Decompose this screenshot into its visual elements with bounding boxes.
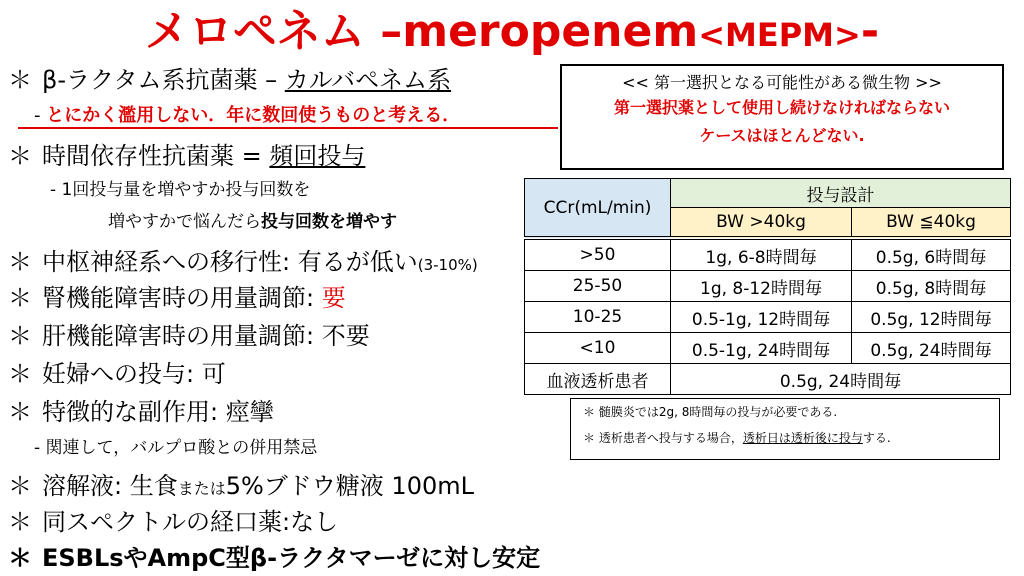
bullet-class — [8, 64, 451, 96]
bullet-small: または — [177, 479, 226, 498]
bullet-mark: ＊ — [8, 66, 32, 94]
dialysis-label: 血液透析患者 — [525, 364, 671, 395]
bullet-mark: ＊ — [8, 142, 32, 170]
bullet-pregnancy — [8, 358, 226, 390]
sub-bold-text: 投与回数を増やす — [261, 212, 397, 232]
sub-text: 増やすかで悩んだら — [108, 212, 261, 232]
bullet-mark: ＊ — [8, 248, 32, 276]
note-meningitis: ＊ 髄膜炎では2g, 8時間毎の投与が必要である. — [583, 405, 838, 419]
title-abbr: <MEPM> — [698, 16, 861, 54]
bullet-side-effect — [8, 396, 274, 428]
bullet-text: 特徴的な副作用: 痙攣 — [42, 398, 274, 426]
note-dialysis — [583, 425, 999, 451]
bullet-text: ESBLsやAmpC型β-ラクタマーゼに対し安定 — [42, 544, 541, 572]
bullet-hepatic — [8, 320, 370, 352]
bullet-solvent — [8, 470, 474, 505]
note-text-end: する. — [862, 431, 891, 445]
table-row — [525, 302, 1011, 333]
dose-cell: 0.5g, 6時間毎 — [852, 238, 1011, 271]
organism-box-line1: 第一選択薬として使用し続けなければならない — [613, 98, 950, 117]
sub-abuse-warning — [34, 104, 460, 128]
bullet-red: 要 — [321, 284, 346, 312]
bullet-emph: 頻回投与 — [269, 142, 366, 170]
bullet-text: 時間依存性抗菌薬 = — [42, 142, 270, 170]
bullet-text: 肝機能障害時の用量調節: 不要 — [42, 322, 370, 350]
dose-table — [524, 178, 1011, 395]
organism-box — [560, 64, 1004, 170]
sub-valproate: - 関連して，バルプロ酸との併用禁忌 — [34, 438, 318, 458]
warning-underline — [18, 127, 558, 129]
dose-cell: 0.5g, 8時間毎 — [852, 271, 1011, 302]
organism-box-header: << 第一選択となる可能性がある微生物 >> — [622, 73, 942, 92]
bullet-mark: ＊ — [8, 284, 32, 312]
bullet-text: β-ラクタム系抗菌薬 – — [42, 66, 285, 94]
table-row — [525, 238, 1011, 271]
bullet-mark: ＊ — [8, 322, 32, 350]
ccr-cell: 10-25 — [525, 302, 671, 333]
note-underlined: 透析日は透析後に投与 — [742, 431, 863, 445]
bullet-text: 中枢神経系への移行性: 有るが低い — [42, 248, 418, 276]
sub-dose-advice-2 — [108, 210, 397, 234]
ccr-cell: <10 — [525, 333, 671, 364]
bw-over-40-header: BW >40kg — [671, 208, 852, 239]
organism-box-line2: ケースはほとんどない. — [699, 126, 865, 145]
sub-dash: - — [34, 105, 47, 126]
sub-warning-text: とにかく濫用しない．年に数回使うものと考える． — [46, 105, 461, 126]
dialysis-dose: 0.5g, 24時間毎 — [671, 364, 1011, 395]
ccr-header: CCr(mL/min) — [525, 179, 671, 239]
dose-cell: 1g, 8-12時間毎 — [671, 271, 852, 302]
bullet-time-dependent — [8, 140, 365, 172]
note-text: ＊ 透析患者へ投与する場合， — [583, 431, 743, 445]
bullet-mark: ＊ — [8, 544, 32, 572]
ccr-cell: 25-50 — [525, 271, 671, 302]
bullet-text: 妊婦への投与: 可 — [42, 360, 226, 388]
bullet-mark: ＊ — [8, 508, 32, 536]
bw-under-40-header: BW ≦40kg — [852, 208, 1011, 239]
bullet-mark: ＊ — [8, 472, 32, 500]
dose-design-header: 投与設計 — [671, 179, 1011, 208]
ccr-cell: >50 — [525, 238, 671, 271]
title-main: メロペネム –meropenem — [144, 6, 699, 57]
notes-box — [570, 398, 1000, 460]
bullet-text: 溶解液: 生食 — [42, 472, 178, 500]
table-row-dialysis — [525, 364, 1011, 395]
bullet-small: (3-10%) — [417, 256, 478, 274]
dose-cell: 0.5-1g, 12時間毎 — [671, 302, 852, 333]
page-title — [0, 4, 1024, 63]
bullet-oral — [8, 506, 338, 538]
dose-cell: 0.5-1g, 24時間毎 — [671, 333, 852, 364]
bullet-text: 同スペクトルの経口薬:なし — [42, 508, 339, 536]
dose-cell: 1g, 6-8時間毎 — [671, 238, 852, 271]
sub-dose-advice-1: - 1回投与量を増やすか投与回数を — [50, 180, 311, 200]
dose-cell: 0.5g, 24時間毎 — [852, 333, 1011, 364]
dose-cell: 0.5g, 12時間毎 — [852, 302, 1011, 333]
bullet-mark: ＊ — [8, 398, 32, 426]
bullet-text-suffix: 5%ブドウ糖液 100mL — [225, 472, 474, 500]
bullet-esbl — [8, 542, 540, 574]
title-tail: - — [860, 6, 880, 57]
table-row — [525, 333, 1011, 364]
bullet-cns — [8, 246, 478, 281]
bullet-emph: カルバペネム系 — [284, 66, 452, 94]
bullet-renal — [8, 282, 346, 314]
bullet-mark: ＊ — [8, 360, 32, 388]
table-row — [525, 271, 1011, 302]
bullet-text: 腎機能障害時の用量調節: — [42, 284, 322, 312]
